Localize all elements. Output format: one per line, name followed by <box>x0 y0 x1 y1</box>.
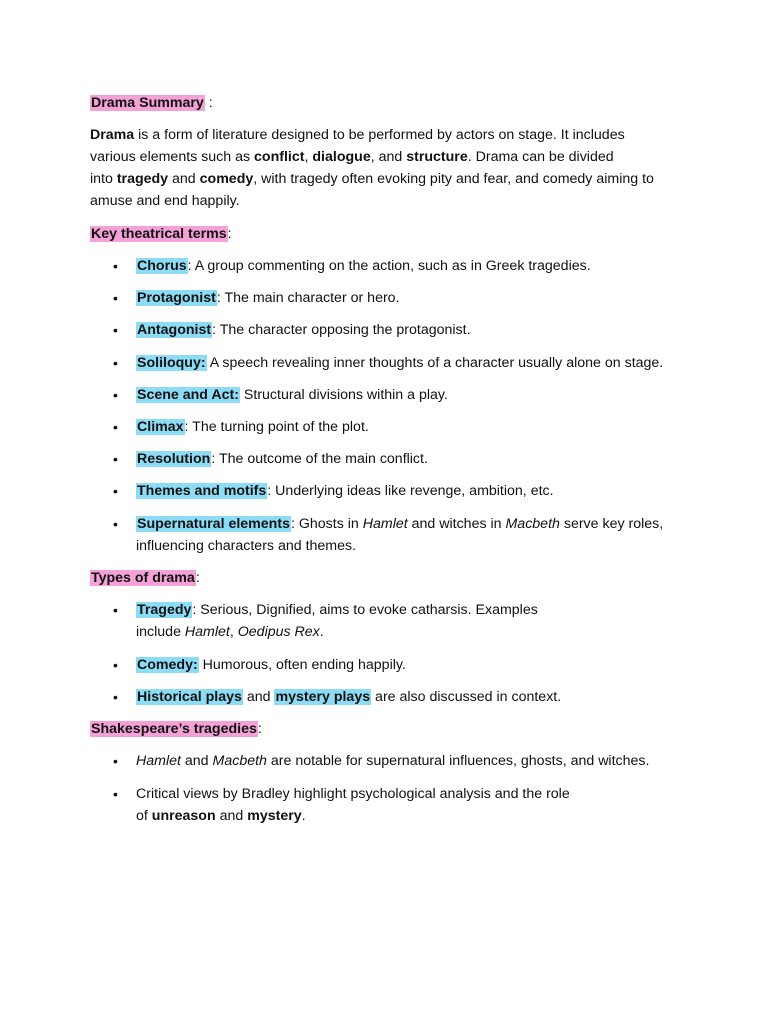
list-item-continuation: influencing characters and themes. <box>136 538 357 554</box>
term-description: : Serious, Dignified, aims to evoke catharsis. Examples <box>192 602 538 618</box>
bullet-icon: • <box>113 451 118 467</box>
list-item <box>113 287 696 309</box>
term-description: : The main character or hero. <box>216 290 400 306</box>
list-item-continuation <box>136 805 696 827</box>
list-item <box>113 352 696 374</box>
list-item <box>113 480 696 502</box>
term-structure: structure <box>406 149 468 165</box>
bullet-icon: • <box>113 753 118 769</box>
summary-line-1 <box>90 124 690 146</box>
term-highlight: Climax <box>137 419 184 435</box>
list-item <box>113 384 696 406</box>
list-item <box>113 686 696 708</box>
list-item-continuation <box>136 621 696 643</box>
term-description: A speech revealing inner thoughts of a character usually alone on stage. <box>206 355 664 371</box>
title-macbeth: Macbeth <box>505 516 560 532</box>
bullet-icon: • <box>113 355 118 371</box>
key-terms-heading-highlight: Key theatrical terms <box>91 226 227 242</box>
bullet-icon: • <box>113 483 118 499</box>
bullet-icon: • <box>113 322 118 338</box>
summary-text: into <box>90 171 117 187</box>
list-item <box>113 319 696 341</box>
key-terms-heading-suffix: : <box>227 226 232 242</box>
term-conflict: conflict <box>254 149 305 165</box>
summary-text: , and <box>370 149 407 165</box>
term-highlight: Antagonist <box>137 322 212 338</box>
term-description: Structural divisions within a play. <box>239 387 448 403</box>
term-description: Humorous, often ending happily. <box>198 657 406 673</box>
term-dialogue: dialogue <box>312 149 371 165</box>
term-highlight: Comedy: <box>137 657 198 673</box>
item-text: and <box>180 753 213 769</box>
key-terms-heading <box>90 223 690 245</box>
term-tragedy: tragedy <box>116 171 169 187</box>
term-description: : A group commenting on the action, such as in Greek tragedies. <box>187 258 591 274</box>
summary-text: is a form of literature designed to be performed by actors on stage. It includes <box>134 127 625 143</box>
summary-text: , <box>304 149 313 165</box>
term-highlight: Scene and Act: <box>137 387 239 403</box>
item-text: . <box>301 808 306 824</box>
title-oedipus-rex: Oedipus Rex <box>237 624 320 640</box>
term-description: : The outcome of the main conflict. <box>211 451 428 467</box>
summary-line-3 <box>90 168 690 190</box>
term-highlight: Chorus <box>137 258 187 274</box>
types-heading-highlight: Types of drama <box>91 570 195 586</box>
term-description: . <box>319 624 324 640</box>
term-description: : The turning point of the plot. <box>184 419 369 435</box>
item-text: of <box>136 808 152 824</box>
list-item <box>113 513 696 535</box>
bullet-icon: • <box>113 419 118 435</box>
term-description: : Underlying ideas like revenge, ambition, etc. <box>267 483 554 499</box>
bullet-icon: • <box>113 258 118 274</box>
shakespeare-heading-suffix: : <box>257 721 262 737</box>
term-highlight: mystery plays <box>275 689 371 705</box>
item-text: are notable for supernatural influences, ghosts, and witches. <box>266 753 650 769</box>
list-item <box>113 750 696 772</box>
list-item <box>113 416 696 438</box>
title-macbeth: Macbeth <box>212 753 267 769</box>
bullet-icon: • <box>113 290 118 306</box>
term-unreason: unreason <box>151 808 216 824</box>
list-item <box>113 654 696 676</box>
list-item <box>113 255 696 277</box>
term-drama: Drama <box>90 127 135 143</box>
summary-text: various elements such as <box>90 149 255 165</box>
item-text: and <box>215 808 248 824</box>
term-description: : The character opposing the protagonist. <box>212 322 471 338</box>
summary-text: , with tragedy often evoking pity and fear, and comedy aiming to <box>253 171 654 187</box>
shakespeare-heading <box>90 718 690 740</box>
bullet-icon: • <box>113 657 118 673</box>
bullet-icon: • <box>113 689 118 705</box>
title-hamlet: Hamlet <box>362 516 408 532</box>
term-highlight: Historical plays <box>137 689 242 705</box>
term-mystery: mystery <box>247 808 302 824</box>
summary-line-2 <box>90 146 690 168</box>
bullet-icon: • <box>113 786 118 802</box>
list-item <box>113 448 696 470</box>
term-description: serve key roles, <box>559 516 664 532</box>
term-description: : Ghosts in <box>290 516 363 532</box>
term-highlight: Tragedy <box>137 602 192 618</box>
term-description: are also discussed in context. <box>371 689 562 705</box>
term-highlight: Resolution <box>137 451 211 467</box>
term-description: and witches in <box>407 516 506 532</box>
item-text: Critical views by Bradley highlight psychological analysis and the role <box>136 786 570 802</box>
bullet-icon: • <box>113 602 118 618</box>
summary-heading-highlight: Drama Summary <box>91 95 204 111</box>
types-heading-suffix: : <box>195 570 200 586</box>
term-highlight: Protagonist <box>137 290 216 306</box>
title-hamlet: Hamlet <box>184 624 230 640</box>
list-item <box>113 599 696 621</box>
summary-text: and <box>168 171 200 187</box>
shakespeare-heading-highlight: Shakespeare’s tragedies <box>91 721 257 737</box>
term-highlight: Themes and motifs <box>137 483 267 499</box>
summary-heading-suffix: : <box>204 95 213 111</box>
bullet-icon: • <box>113 387 118 403</box>
types-heading <box>90 567 690 589</box>
term-comedy: comedy <box>199 171 254 187</box>
title-hamlet: Hamlet <box>136 753 181 769</box>
list-item <box>113 783 696 805</box>
summary-heading <box>90 92 690 114</box>
term-description: include <box>136 624 185 640</box>
term-description: and <box>242 689 275 705</box>
summary-line-4: amuse and end happily. <box>90 193 240 209</box>
bullet-icon: • <box>113 516 118 532</box>
summary-text: . Drama can be divided <box>467 149 614 165</box>
term-highlight: Supernatural elements <box>137 516 290 532</box>
term-description: , <box>229 624 238 640</box>
term-highlight: Soliloquy: <box>137 355 206 371</box>
